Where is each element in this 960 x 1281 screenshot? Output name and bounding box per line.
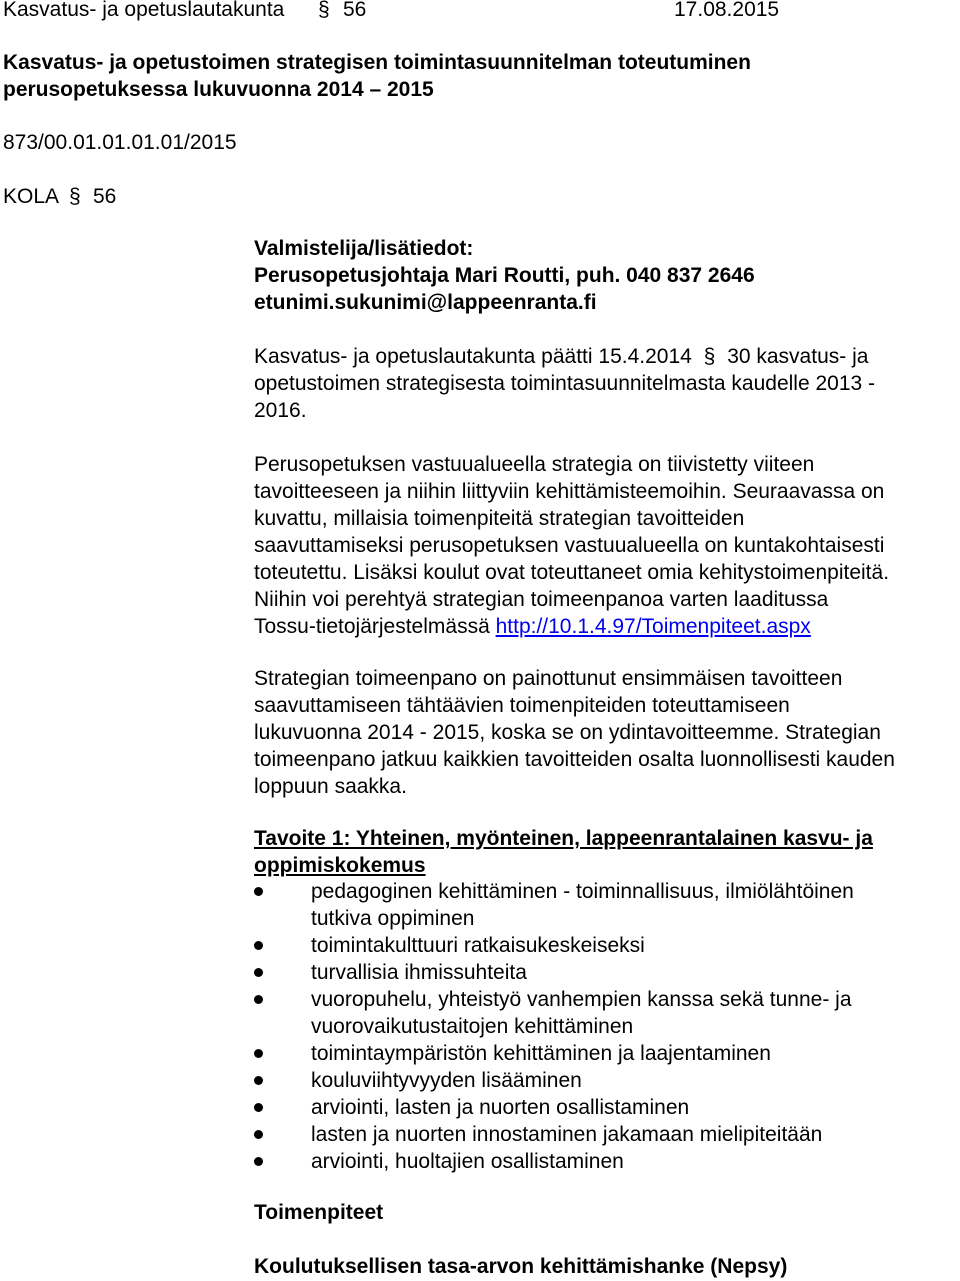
goal1-heading-line1: Tavoite 1: Yhteinen, myönteinen, lappeenrantalainen kasvu- ja [254,827,873,850]
paragraph-line: Strategian toimeenpano on painottunut ensimmäisen tavoitteen [254,667,843,690]
project-heading: Koulutuksellisen tasa-arvon kehittämishanke (Nepsy) [254,1255,788,1278]
paragraph-strategy [254,451,960,640]
list-item-text: toimintakulttuuri ratkaisukeskeiseksi [311,934,645,957]
list-item [254,1067,960,1094]
list-item-text: turvallisia ihmissuhteita [311,961,527,984]
paragraph-line: Perusopetuksen vastuualueella strategia on tiivistetty viiteen [254,453,815,476]
list-item-text: vuorovaikutustaitojen kehittäminen [311,1015,634,1038]
bullet-icon [254,1103,263,1112]
decision-section-text: 30 kasvatus- ja [727,345,869,368]
decision-date-text: Kasvatus- ja opetuslautakunta päätti 15.4.2014 [254,345,692,368]
tossu-text: Tossu-tietojärjestelmässä [254,615,496,638]
bullet-icon [254,995,263,1004]
bullet-icon [254,887,263,896]
decision-line3: 2016. [254,399,307,422]
list-item-text: kouluviihtyvyyden lisääminen [311,1069,582,1092]
list-item [254,959,960,986]
kola-section-symbol: § [69,185,81,208]
list-item [254,1148,960,1175]
paragraph-line: saavuttamiseen tähtäävien toimenpiteiden toteuttamiseen [254,694,790,717]
list-item [254,878,960,932]
list-item-text: toimintaympäristön kehittäminen ja laajentaminen [311,1042,771,1065]
decision-line1 [254,343,868,370]
paragraph-implementation [254,665,960,800]
reference-code: 873/00.01.01.01.01/2015 [3,131,237,154]
list-item-text: arviointi, lasten ja nuorten osallistaminen [311,1096,690,1119]
list-item [254,1040,960,1067]
bullet-icon [254,1076,263,1085]
header-section-number: 56 [343,0,367,21]
list-item [254,986,960,1040]
bullet-icon [254,1130,263,1139]
header-date: 17.08.2015 [674,0,780,21]
preparer-email[interactable]: etunimi.sukunimi@lappeenranta.fi [254,291,597,314]
header-committee: Kasvatus- ja opetuslautakunta [3,0,285,21]
list-item-text: vuoropuhelu, yhteistyö vanhempien kanssa sekä tunne- ja [311,988,852,1011]
toimenpiteet-link[interactable]: http://10.1.4.97/Toimenpiteet.aspx [495,615,811,638]
bullet-icon [254,968,263,977]
bullet-icon [254,941,263,950]
paragraph-line [254,613,960,640]
decision-line2: opetustoimen strategisesta toimintasuunnitelmasta kaudelle 2013 - [254,372,876,395]
paragraph-line: lukuvuonna 2014 - 2015, koska se on ydintavoitteemme. Strategian [254,721,881,744]
decision-section-symbol: § [703,345,716,368]
bullet-icon [254,1049,263,1058]
header-section-symbol: § [318,0,330,21]
document-title-line1: Kasvatus- ja opetustoimen strategisen toimintasuunnitelman toteutuminen [3,51,751,74]
paragraph-line: Niihin voi perehtyä strategian toimeenpanoa varten laaditussa [254,588,829,611]
paragraph-line: kuvattu, millaisia toimenpiteitä strategian tavoitteiden [254,507,745,530]
list-item [254,1121,960,1148]
paragraph-line: saavuttamiseksi perusopetuksen vastuualueella on kuntakohtaisesti [254,534,885,557]
preparer-name: Perusopetusjohtaja Mari Routti, puh. 040 837 2646 [254,264,755,287]
document-title-line2: perusopetuksessa lukuvuonna 2014 – 2015 [3,78,434,101]
paragraph-line: loppuun saakka. [254,775,407,798]
preparer-heading: Valmistelija/lisätiedot: [254,237,474,260]
list-item-text: pedagoginen kehittäminen - toiminnallisuus, ilmiölähtöinen [311,880,854,903]
measures-heading: Toimenpiteet [254,1201,384,1224]
paragraph-line: tavoitteeseen ja niihin liittyviin kehittämisteemoihin. Seuraavassa on [254,480,885,503]
list-item-text: lasten ja nuorten innostaminen jakamaan mielipiteitään [311,1123,823,1146]
goal1-heading-line2: oppimiskokemus [254,854,426,877]
list-item [254,932,960,959]
list-item-text: tutkiva oppiminen [311,907,475,930]
list-item [254,1094,960,1121]
goal1-bullet-list [254,878,960,1175]
kola-number: 56 [93,185,117,208]
paragraph-line: toteutettu. Lisäksi koulut ovat toteuttaneet omia kehitystoimenpiteitä. [254,561,890,584]
bullet-icon [254,1157,263,1166]
kola-label: KOLA [3,185,60,208]
paragraph-line: toimeenpano jatkuu kaikkien tavoitteiden osalta luonnollisesti kauden [254,748,895,771]
list-item-text: arviointi, huoltajien osallistaminen [311,1150,624,1173]
